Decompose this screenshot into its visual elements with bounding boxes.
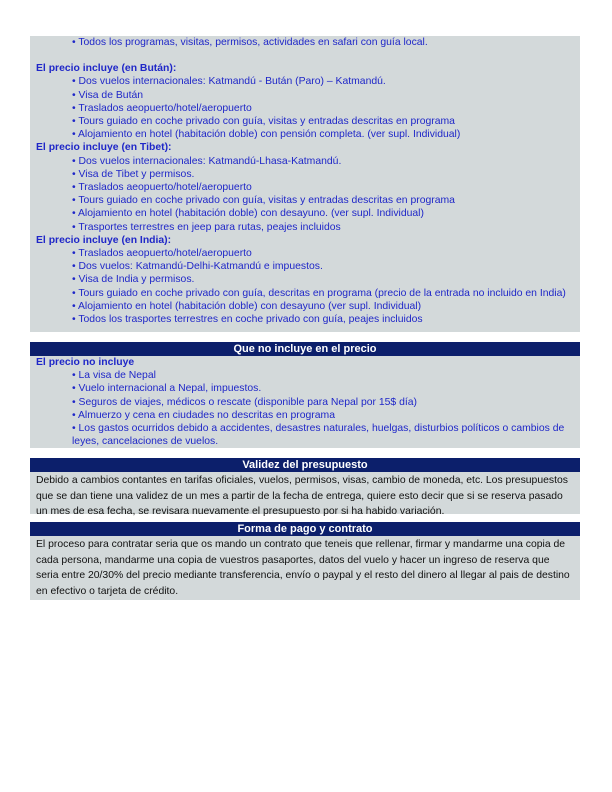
list-item: • Visa de Bután [72, 89, 144, 101]
list-item: • Dos vuelos: Katmandú-Delhi-Katmandú e impuestos. [72, 261, 323, 273]
includes-section [30, 36, 580, 332]
list-item: • Alojamiento en hotel (habitación doble) con desayuno (ver supl. Individual) [72, 300, 422, 312]
section-header-no-incluye: El precio no incluye [36, 357, 135, 368]
list-item: • Los gastos ocurridos debido a accidentes, desastres naturales, huelgas, disturbios políticos o cambios de leyes, cancelaciones de vuelos. [72, 423, 565, 448]
validez-text: Debido a cambios contantes en tarifas oficiales, vuelos, permisos, visas, cambio de moneda, etc. Los presupuestos que se dan tiene una validez de un mes a partir de la fecha de entrega, quiere esto decir que si se reserva pasado un mes de esa fecha, se revisara nuevamente el presupuesto por si ha habido variación. [36, 475, 568, 518]
section-header-butan: El precio incluye (en Bután): [36, 63, 177, 75]
list-item: • Dos vuelos internacionales: Katmandú - Bután (Paro) – Katmandú. [72, 76, 386, 88]
section-bar-pago: Forma de pago y contrato [30, 522, 580, 536]
section-header-india: El precio incluye (en India): [36, 234, 172, 246]
list-item: • Vuelo internacional a Nepal, impuestos. [72, 383, 262, 395]
list-item: • Seguros de viajes, médicos o rescate (disponible para Nepal por 15$ día) [72, 396, 417, 408]
list-item: • Todos los programas, visitas, permisos, actividades en safari con guía local. [72, 37, 428, 48]
list-item: • Visa de Tibet y permisos. [72, 168, 195, 180]
list-item: • Trasportes terrestres en jeep para rutas, peajes incluidos [72, 221, 341, 233]
list-item: • Todos los trasportes terrestres en coche privado con guía, peajes incluidos [72, 314, 423, 326]
list-item: • Traslados aeopuerto/hotel/aeropuerto [72, 248, 252, 260]
pago-section [30, 522, 580, 600]
list-item: • La visa de Nepal [72, 370, 156, 382]
list-item: • Tours guiado en coche privado con guía, visitas y entradas descritas en programa [72, 116, 455, 128]
list-item: • Alojamiento en hotel (habitación doble) con desayuno. (ver supl. Individual) [72, 208, 424, 220]
section-bar-no-incluye: Que no incluye en el precio [30, 342, 580, 356]
section-header-tibet: El precio incluye (en Tibet): [36, 142, 172, 154]
list-item: • Traslados aeopuerto/hotel/aeropuerto [72, 102, 252, 114]
list-item: • Dos vuelos internacionales: Katmandú-Lhasa-Katmandú. [72, 155, 342, 167]
list-item: • Traslados aeopuerto/hotel/aeropuerto [72, 182, 252, 194]
pago-text: El proceso para contratar seria que os mando un contrato que teneis que rellenar, firmar y mandarme una copia de cada persona, mandarme una copia de vuestros pasaportes, datos del vuelo y hacer un ingreso de reserva que seria entre 20/30% del precio mediante transferencia, envío o paypal y el resto del dinero al llegar al pais de destino en efectivo o tarjeta de crédito. [36, 539, 570, 597]
list-item: • Visa de India y permisos. [72, 274, 195, 286]
list-item: • Tours guiado en coche privado con guía, visitas y entradas descritas en programa [72, 195, 455, 207]
validez-section [30, 458, 580, 518]
section-bar-validez: Validez del presupuesto [30, 458, 580, 472]
list-item: • Almuerzo y cena en ciudades no descritas en programa [72, 409, 335, 421]
list-item: • Tours guiado en coche privado con guía, descritas en programa (precio de la entrada no incluido en India) [72, 287, 566, 299]
list-item: • Alojamiento en hotel (habitación doble) con pensión completa. (ver supl. Individual) [72, 129, 461, 141]
no-incluye-section [30, 342, 580, 448]
